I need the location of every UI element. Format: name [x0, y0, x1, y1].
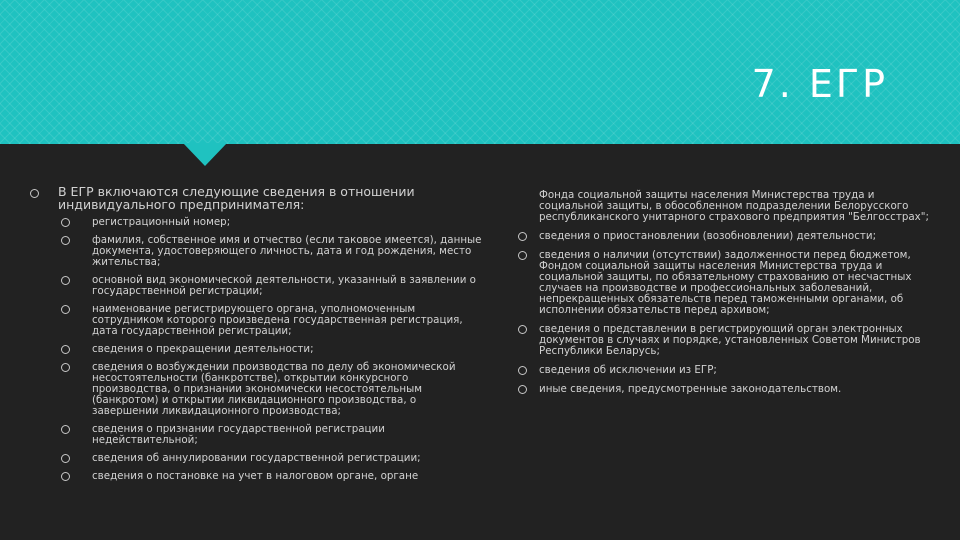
list-item-text: наименование регистрирующего органа, уполномоченным сотрудником которого произведена государственная регистрация, дата государственной регистрации; — [92, 303, 463, 337]
bullet-icon — [518, 251, 527, 260]
list-item — [518, 324, 930, 357]
bullet-icon — [518, 366, 527, 375]
list-item-text: сведения о представлении в регистрирующий орган электронных документов в случаях и порядке, установленных Советом Министров Республики Беларусь; — [539, 323, 921, 357]
list-item-text: сведения о приостановлении (возобновлении) деятельности; — [539, 230, 877, 242]
banner-notch — [183, 143, 227, 166]
bullet-icon — [61, 345, 70, 354]
bullet-icon — [61, 363, 70, 372]
bullet-icon — [61, 305, 70, 314]
list-item — [61, 362, 485, 417]
list-item-text: фамилия, собственное имя и отчество (если таковое имеется), данные документа, удостоверяющего личность, дата и год рождения, место жительства; — [92, 234, 482, 268]
list-item — [518, 384, 930, 395]
bullet-icon — [518, 232, 527, 241]
list-item-text: сведения о возбуждении производства по делу об экономической несостоятельности (банкротстве), открытии конкурсного производства, о признании экономически несостоятельным (банкротом) и открытии ликвидационного производства, о завершении ликвидационного производства; — [92, 361, 456, 417]
bullet-icon — [30, 189, 39, 198]
right-column — [518, 190, 930, 403]
list-item-text: сведения о признании государственной регистрации недействительной; — [92, 423, 385, 446]
bullet-icon — [61, 236, 70, 245]
list-item — [61, 344, 485, 355]
bullet-icon — [61, 218, 70, 227]
list-item — [61, 471, 485, 482]
list-item-text: регистрационный номер; — [92, 216, 231, 228]
list-item — [61, 217, 485, 228]
list-item-text: сведения об аннулировании государственной регистрации; — [92, 452, 421, 464]
continuation-text: Фонда социальной защиты населения Министерства труда и социальной защиты, в обособленном подразделении Белорусского республиканского унитарного страхового предприятия "Белгосстрах"; — [539, 189, 929, 223]
list-item — [518, 365, 930, 376]
list-item — [61, 235, 485, 268]
slide-title: 7. ЕГР — [751, 62, 888, 106]
list-item-text: основной вид экономической деятельности, указанный в заявлении о государственной регистрации; — [92, 274, 476, 297]
list-item-text: сведения о наличии (отсутствии) задолженности перед бюджетом, Фондом социальной защиты населения Министерства труда и социальной защиты, по обязательному страхованию от несчастных случаев на производстве и профессиональных заболеваний, непрекращенных обязательств перед таможенными органами, об исполнении обязательств перед архивом; — [539, 249, 912, 316]
bullet-icon — [61, 276, 70, 285]
bullet-icon — [61, 454, 70, 463]
bullet-icon — [518, 385, 527, 394]
list-item-text: иные сведения, предусмотренные законодательством. — [539, 383, 842, 395]
list-item — [518, 231, 930, 242]
bullet-icon — [518, 325, 527, 334]
left-column — [30, 186, 485, 489]
list-item-intro — [30, 186, 485, 482]
bullet-icon — [61, 472, 70, 481]
list-item-text: сведения о постановке на учет в налоговом органе, органе — [92, 470, 419, 482]
intro-text: В ЕГР включаются следующие сведения в отношении индивидуального предпринимателя: — [58, 184, 415, 212]
bullet-icon — [61, 425, 70, 434]
list-item — [61, 424, 485, 446]
sub-list — [30, 217, 485, 482]
list-item — [61, 275, 485, 297]
list-item-text: сведения о прекращении деятельности; — [92, 343, 314, 355]
list-item-text: сведения об исключении из ЕГР; — [539, 364, 717, 376]
list-item — [61, 304, 485, 337]
list-item — [518, 250, 930, 316]
list-item — [61, 453, 485, 464]
